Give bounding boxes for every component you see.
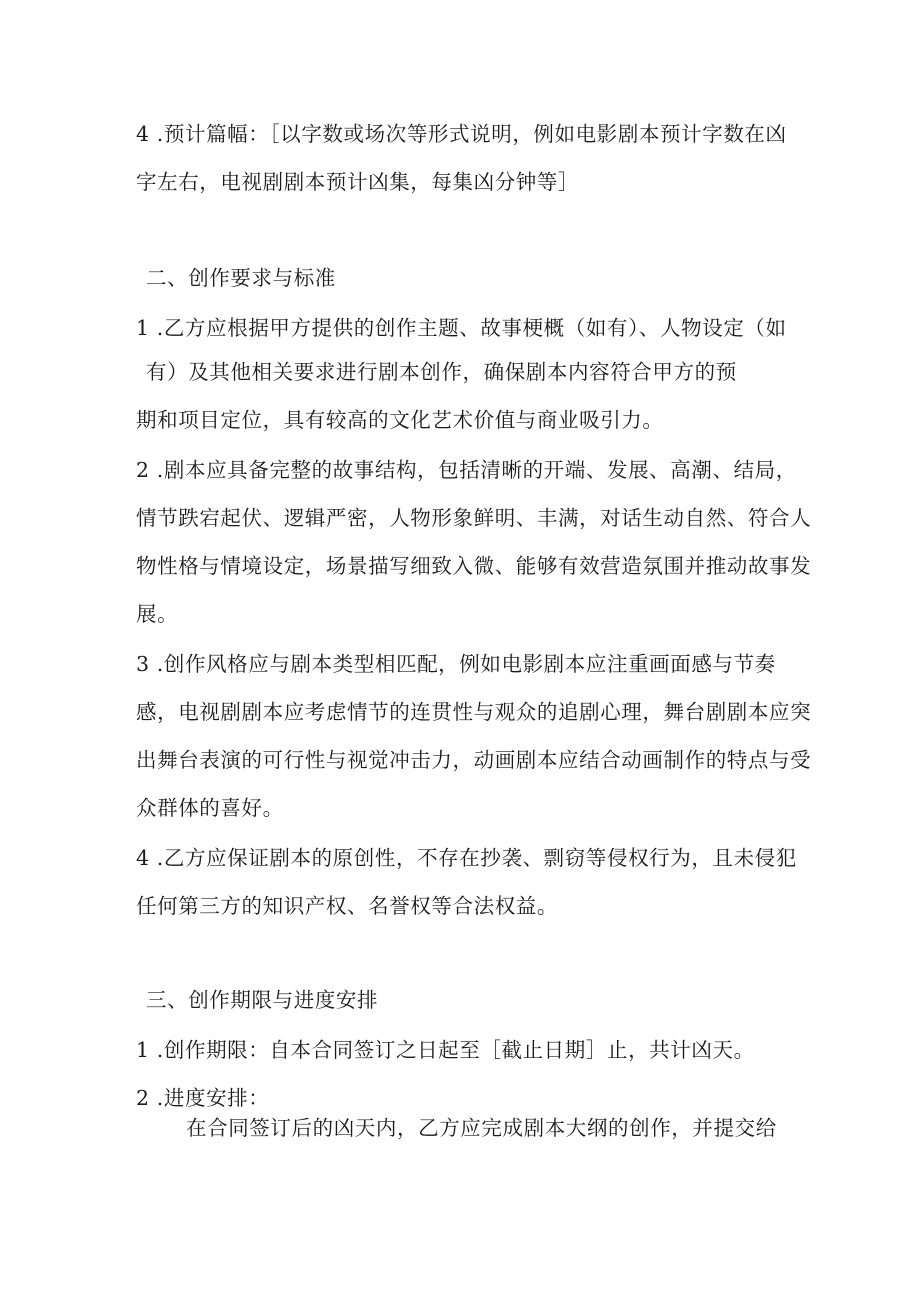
section2-item3-line4: 众群体的喜好。 — [136, 796, 284, 820]
section3-heading: 三、创作期限与进度安排 — [146, 988, 379, 1012]
section2-item3-line1: 3 .创作风格应与剧本类型相匹配，例如电影剧本应注重画面感与节奏 — [136, 652, 776, 676]
section2-item4-line1: 4 .乙方应保证剧本的原创性，不存在抄袭、剽窃等侵权行为，且未侵犯 — [136, 846, 797, 870]
section3-item2-line1: 2 .进度安排： — [136, 1086, 270, 1110]
section2-item1-line1: 1 .乙方应根据甲方提供的创作主题、故事梗概（如有）、人物设定（如 — [136, 316, 787, 340]
section3-item2-line2: 在合同签订后的凶天内，乙方应完成剧本大纲的创作，并提交给 — [186, 1116, 777, 1140]
section2-item2-line2: 情节跌宕起伏、逻辑严密，人物形象鲜明、丰满，对话生动自然、符合人 — [136, 506, 812, 530]
section2-item3-line2: 感，电视剧剧本应考虑情节的连贯性与观众的追剧心理，舞台剧剧本应突 — [136, 700, 812, 724]
section2-item1-line2: 有）及其他相关要求进行剧本创作，确保剧本内容符合甲方的预 — [146, 360, 737, 384]
section2-item2-line3: 物性格与情境设定，场景描写细致入微、能够有效营造氛围并推动故事发 — [136, 554, 812, 578]
section2-item3-line3: 出舞台表演的可行性与视觉冲击力，动画剧本应结合动画制作的特点与受 — [136, 748, 812, 772]
section3-item1-line1: 1 .创作期限：自本合同签订之日起至［截止日期］止，共计凶天。 — [136, 1038, 755, 1062]
item4-estimate-line1: 4 .预计篇幅：［以字数或场次等形式说明，例如电影剧本预计字数在凶 — [136, 122, 787, 146]
section2-heading: 二、创作要求与标准 — [146, 266, 336, 290]
section2-item4-line2: 任何第三方的知识产权、名誉权等合法权益。 — [136, 894, 558, 918]
section2-item1-line3: 期和项目定位，具有较高的文化艺术价值与商业吸引力。 — [136, 408, 664, 432]
section2-item2-line1: 2 .剧本应具备完整的故事结构，包括清晰的开端、发展、高潮、结局， — [136, 458, 797, 482]
item4-estimate-line2: 字左右，电视剧剧本预计凶集，每集凶分钟等］ — [136, 170, 580, 194]
section2-item2-line4: 展。 — [136, 602, 179, 626]
